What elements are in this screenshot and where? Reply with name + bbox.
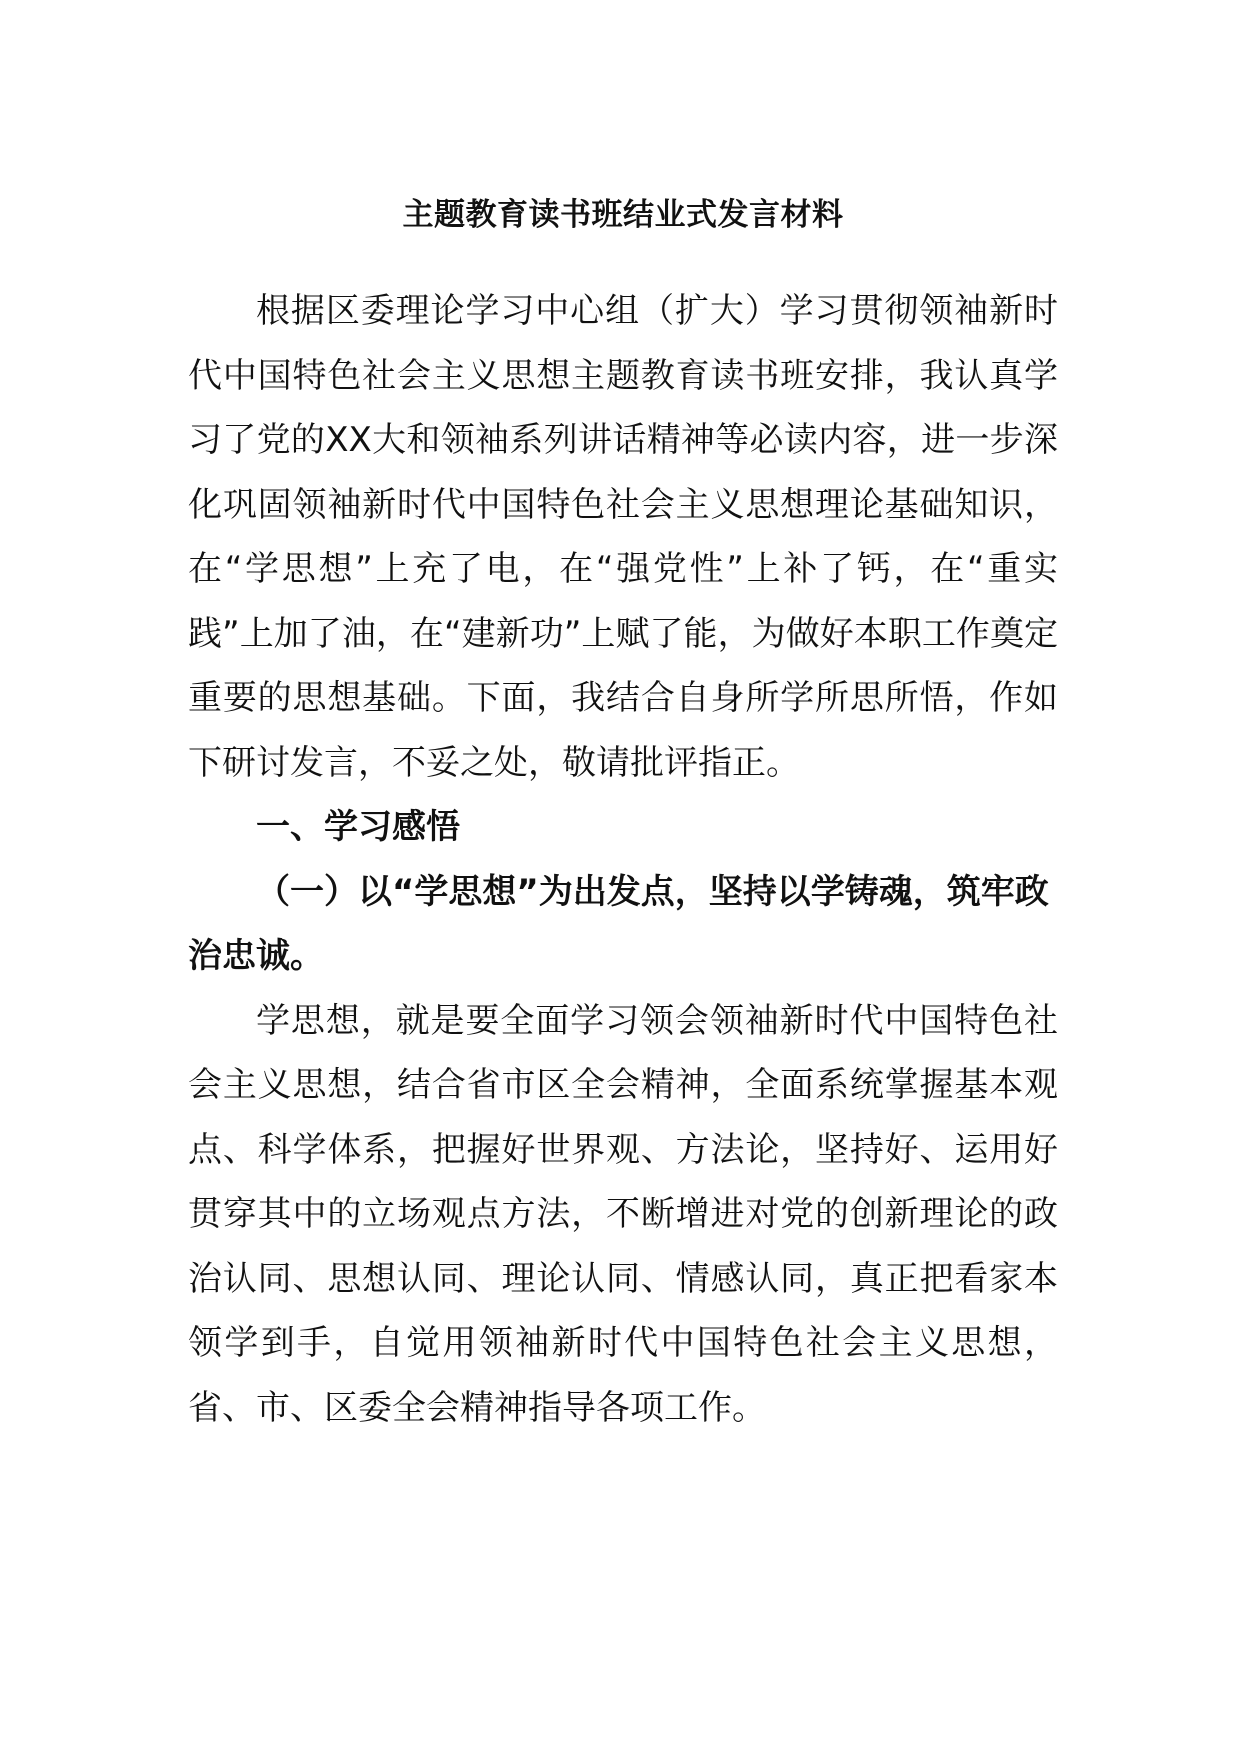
section-heading: 一、学习感悟 (256, 807, 460, 847)
intro-paragraph: 根据区委理论学习中心组（扩大）学习贯彻领袖新时代中国特色社会主义思想主题教育读书班安排，我认真学习了党的XX大和领袖系列讲话精神等必读内容，进一步深化巩固领袖新时代中国特色社会主义思想理论基础知识，在“学思想”上充了电，在“强党性”上补了钙，在“重实践”上加了油，在“建新功”上赋了能，为做好本职工作奠定重要的思想基础。下面，我结合自身所学所思所悟，作如下研讨发言，不妥之处，敬请批评指正。 (188, 291, 1058, 783)
subsection-body-paragraph: 学思想，就是要全面学习领会领袖新时代中国特色社会主义思想，结合省市区全会精神，全面系统掌握基本观点、科学体系，把握好世界观、方法论，坚持好、运用好贯穿其中的立场观点方法，不断增进对党的创新理论的政治认同、思想认同、理论认同、情感认同，真正把看家本领学到手，自觉用领袖新时代中国特色社会主义思想，省、市、区委全会精神指导各项工作。 (188, 1000, 1058, 1428)
subsection-heading: （一）以“学思想”为出发点，坚持以学铸魂，筑牢政治忠诚。 (188, 871, 1049, 976)
document-content (188, 190, 1058, 1440)
document-title: 主题教育读书班结业式发言材料 (402, 197, 844, 233)
